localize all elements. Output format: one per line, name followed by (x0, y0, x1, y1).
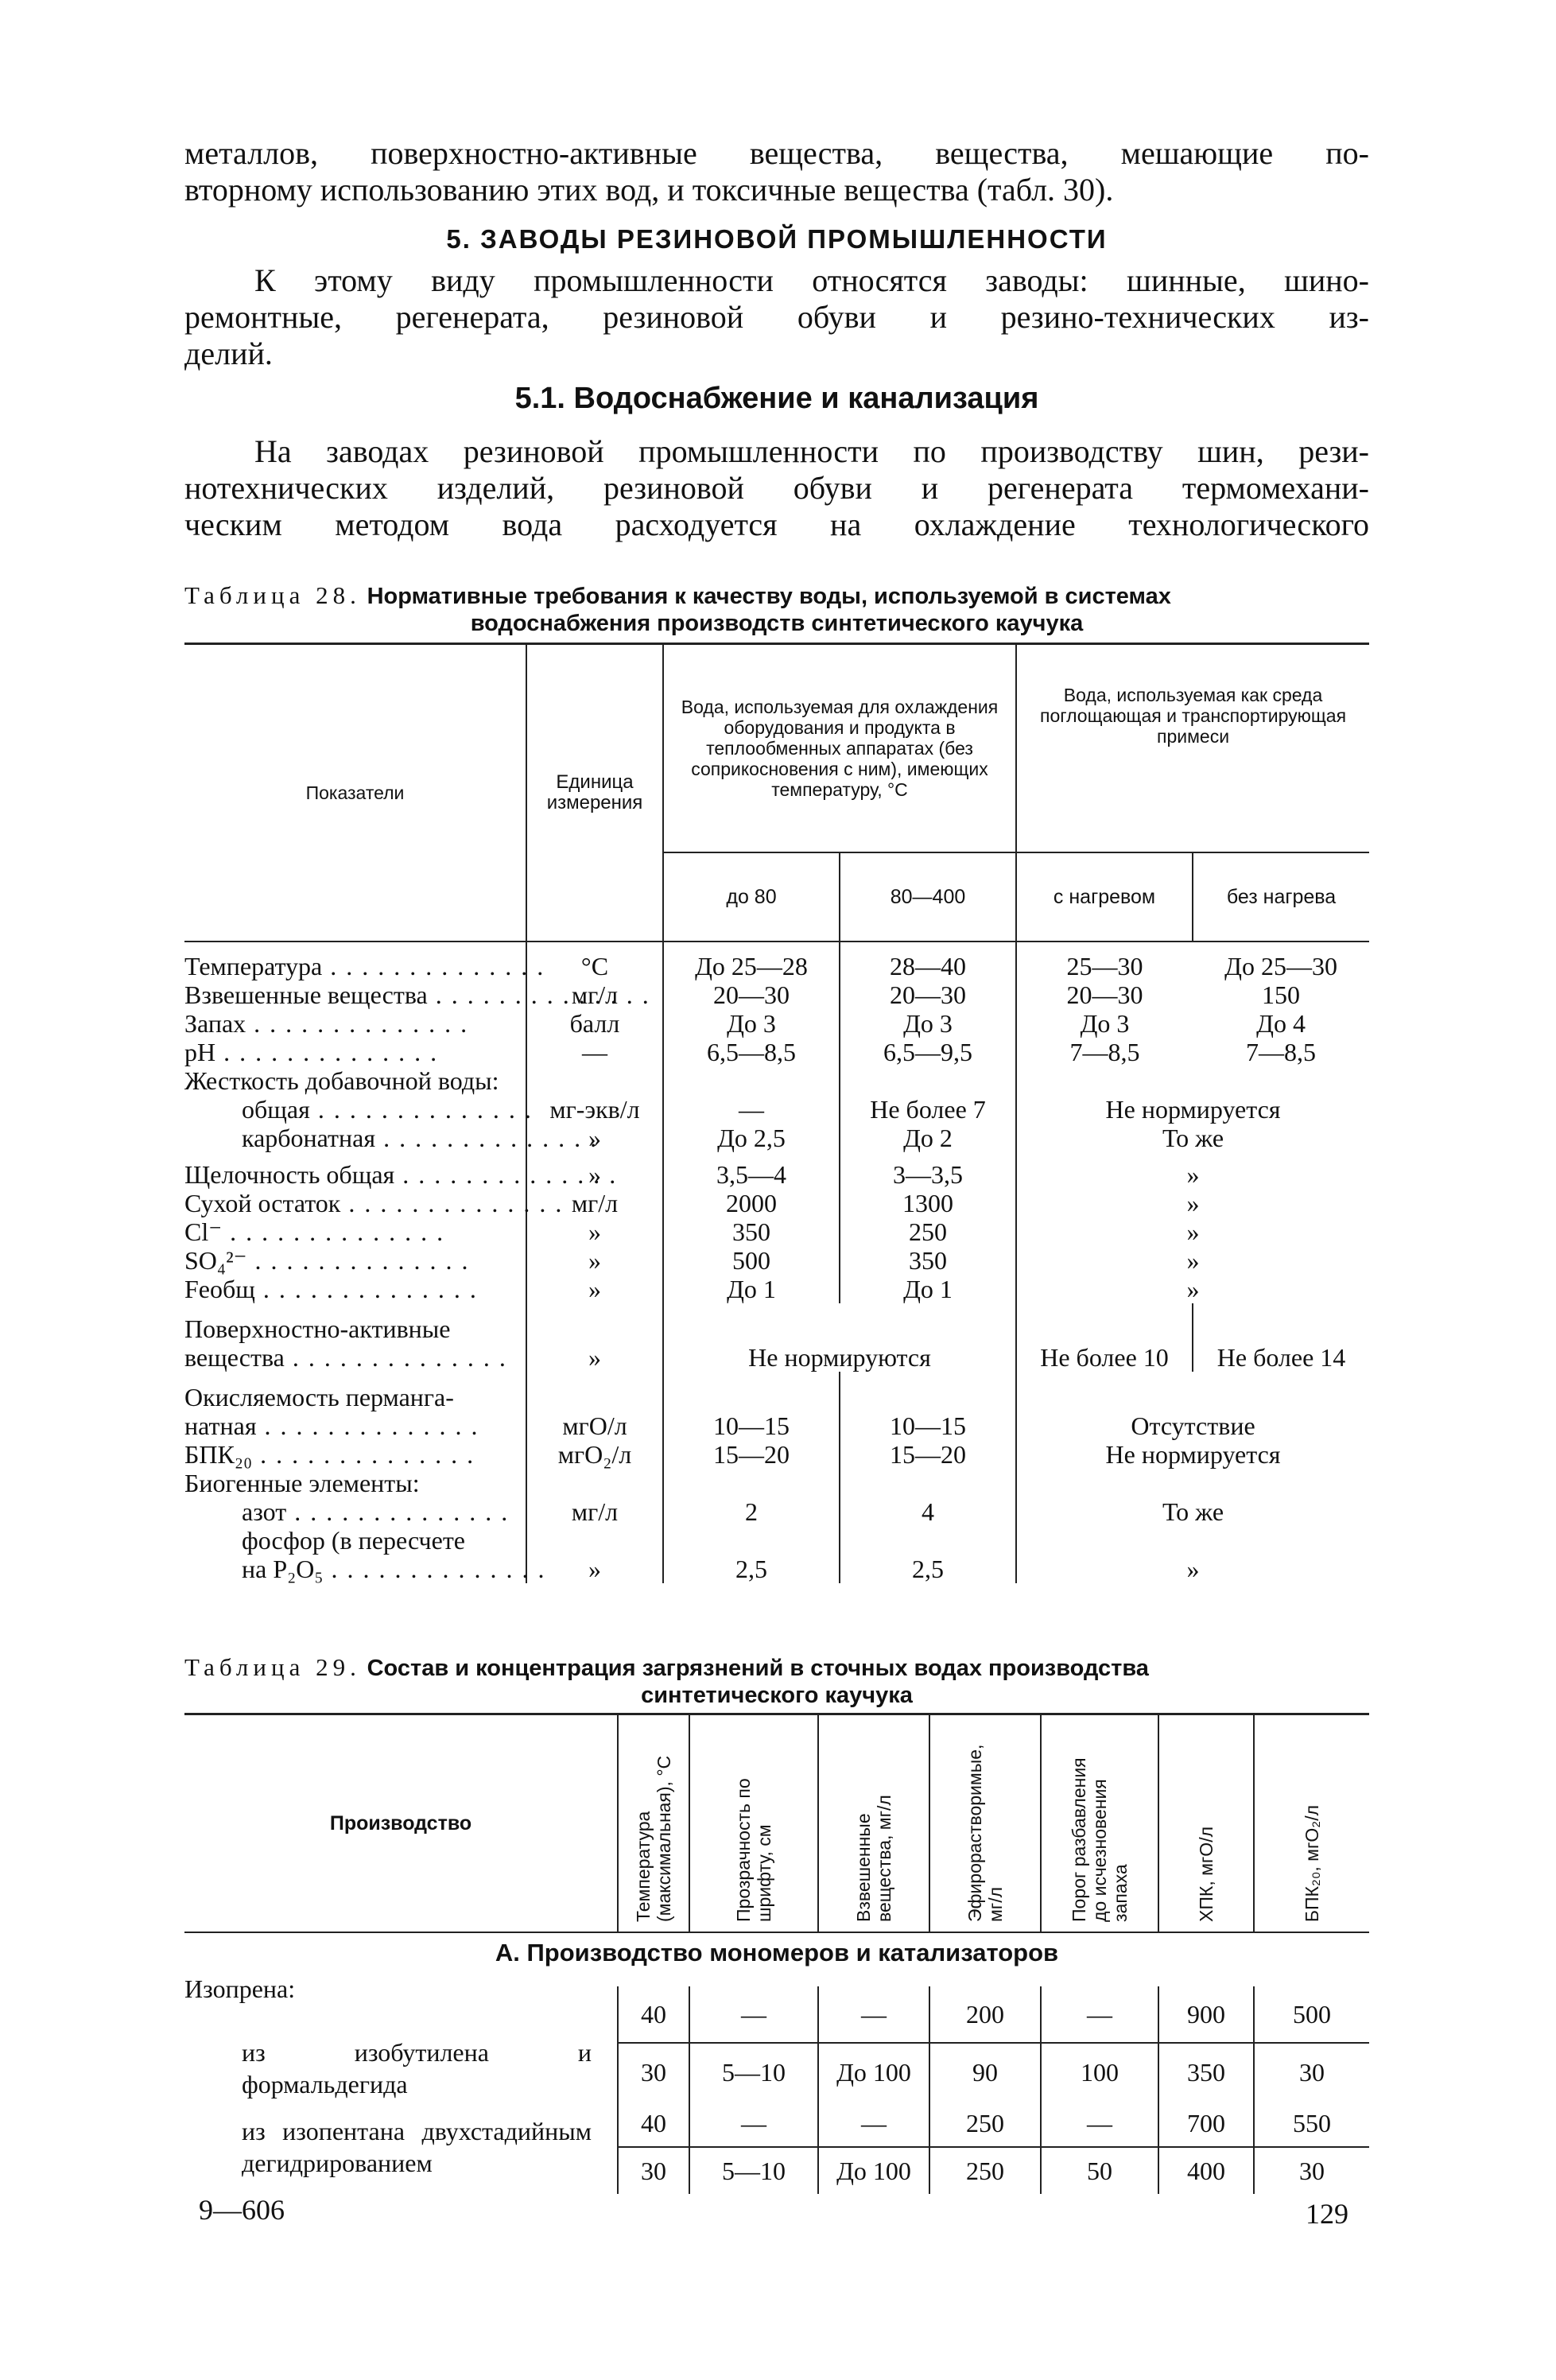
table-row (184, 1095, 1369, 1152)
table-29-title-continued: синтетического каучука (641, 1683, 913, 1708)
table-row (184, 1973, 1369, 1986)
text-line: металлов, поверхностно-активные вещества, вещества, мешающие по- (184, 135, 1369, 171)
table-row (184, 1303, 1369, 1372)
header-production: Производство (184, 1714, 618, 1933)
table-29-title: Состав и концентрация загрязнений в сточных водах производства (367, 1656, 1149, 1681)
cell: 350 (909, 1246, 947, 1275)
group-name: Изопрена: (184, 1974, 296, 2003)
row-name: SO₄²⁻ . . . (184, 1246, 526, 1275)
text-line: ческим методом вода расходуется на охлаждение технологического (184, 507, 1369, 542)
signature-code: 9—606 (199, 2194, 285, 2226)
cell: » (526, 1303, 663, 1372)
cell: До 3 (727, 1009, 776, 1038)
text-line: делий. (184, 336, 273, 371)
cell: 350 (1158, 2043, 1254, 2100)
cell: До 4 (1256, 1009, 1306, 1038)
header-temperature: Температура (максимальная), °С (618, 1714, 689, 1933)
cell: 3—3,5 (893, 1160, 963, 1189)
cell: — (582, 1038, 607, 1066)
cell: мг/л (571, 980, 619, 1009)
text-line: вторному использованию этих вод, и токсичные вещества (табл. 30). (184, 172, 1114, 208)
cell: » (588, 1275, 601, 1303)
cell: » (1186, 1555, 1200, 1583)
cell: 400 (1158, 2147, 1254, 2194)
header-bod: БПК₂₀, мгО₂/л (1254, 1714, 1369, 1933)
header-indicators: Показатели (184, 644, 526, 942)
cell: 6,5—9,5 (883, 1038, 972, 1066)
cell: » (588, 1246, 601, 1275)
cell: 40 (618, 1986, 689, 2044)
cell: 700 (1158, 2100, 1254, 2147)
page-number: 129 (1306, 2198, 1348, 2230)
row-name: БПК₂₀ . . . (184, 1440, 526, 1469)
cell: До 100 (818, 2043, 929, 2100)
cell: 20—30 (713, 980, 790, 1009)
cell: До 2,5 (717, 1124, 786, 1152)
cell: 250 (909, 1217, 947, 1246)
cell: 15—20 (890, 1440, 966, 1469)
cell: °С (580, 952, 609, 980)
cell: 2,5 (912, 1555, 944, 1583)
row-name: Жесткость добавочной воды: (184, 1066, 499, 1095)
section-a-title: А. Производство мономеров и катализаторов (495, 1939, 1059, 1967)
section-paragraph (184, 262, 1369, 372)
cell: То же (1162, 1124, 1224, 1152)
cell: 500 (1254, 1986, 1369, 2044)
header-cooling-water: Вода, используемая для охлаждения оборудования и продукта в теплообменных аппаратах (без соприкосновения с ним), имеющих температуру, °С (663, 644, 1016, 853)
row-name: pH . . . (184, 1038, 526, 1066)
cell: 150 (1262, 980, 1301, 1009)
table-29-label: Таблица 29. (184, 1653, 361, 1681)
row-name: общая . . . (242, 1095, 526, 1124)
table-29-caption (184, 1654, 1369, 1709)
table-row (184, 1152, 1369, 1303)
cell: 500 (732, 1246, 770, 1275)
cell: До 1 (903, 1275, 953, 1303)
row-name: Сухой остаток . . . (184, 1189, 526, 1217)
cell: Не более 10 (1016, 1303, 1193, 1372)
cell: » (1186, 1217, 1200, 1246)
cell: До 3 (903, 1009, 953, 1038)
cell: мг-экв/л (549, 1095, 640, 1124)
cell: — (689, 1986, 818, 2044)
cell: 6,5—8,5 (707, 1038, 796, 1066)
cell: мгО/л (562, 1411, 627, 1440)
cell: До 25—28 (695, 952, 808, 980)
header-cod: ХПК, мгО/л (1158, 1714, 1254, 1933)
row-name: натная . . . (184, 1411, 526, 1440)
cell: 50 (1041, 2147, 1158, 2194)
cell: » (588, 1124, 601, 1152)
row-name: Окисляемость перманга- (184, 1383, 454, 1411)
text-line: ремонтные, регенерата, резиновой обуви и резино-технических из- (184, 299, 1369, 335)
cell: 28—40 (890, 952, 966, 980)
cell: » (1186, 1189, 1200, 1217)
row-name: Щелочность общая . . . (184, 1160, 526, 1189)
cell: 25—30 (1066, 952, 1143, 980)
row-name: из изопентана двухстадийным дегидрированием (242, 2117, 592, 2177)
header-ether-soluble: Эфирорастворимые, мг/л (929, 1714, 1041, 1933)
header-transparency: Прозрачность по шрифту, см (689, 1714, 818, 1933)
row-name: карбонатная . . . (242, 1124, 526, 1152)
cell: До 3 (1080, 1009, 1130, 1038)
cell: 350 (732, 1217, 770, 1246)
cell: 900 (1158, 1986, 1254, 2044)
table-row (184, 1372, 1369, 1583)
cell: 2 (745, 1497, 758, 1526)
cell: Не более 14 (1193, 1303, 1369, 1372)
cell: 3,5—4 (716, 1160, 786, 1189)
cell: 30 (1254, 2043, 1369, 2100)
cell: — (818, 2100, 929, 2147)
cell: 2000 (726, 1189, 777, 1217)
cell: 20—30 (1066, 980, 1143, 1009)
cell: » (1186, 1246, 1200, 1275)
cell: — (689, 2100, 818, 2147)
cell: » (1186, 1160, 1200, 1189)
header-unit: Единица измерения (526, 644, 663, 942)
cell: До 100 (818, 2147, 929, 2194)
cell: Отсутствие (1131, 1411, 1255, 1440)
cell: » (1186, 1275, 1200, 1303)
cell: До 1 (727, 1275, 776, 1303)
cell: 90 (929, 2043, 1041, 2100)
cell: » (588, 1160, 601, 1189)
cell: 30 (1254, 2147, 1369, 2194)
row-name: на P₂O₅ . . . (184, 1555, 526, 1583)
cell: балл (569, 1009, 620, 1038)
subsection-heading: 5.1. Водоснабжение и канализация (514, 382, 1039, 415)
table-28-label: Таблица 28. (184, 581, 361, 609)
cell: — (739, 1095, 764, 1124)
subsection-paragraph (184, 433, 1369, 543)
row-name: Температура . . . (184, 952, 526, 980)
cell: 30 (618, 2043, 689, 2100)
row-name: Запах . . . (184, 1009, 526, 1038)
cell: До 2 (903, 1124, 953, 1152)
table-29 (184, 1713, 1369, 2194)
cell: 5—10 (689, 2147, 818, 2194)
table-28-title-continued: водоснабжения производств синтетического каучука (470, 611, 1084, 636)
header-unheated: без нагрева (1193, 852, 1369, 942)
text-line: нотехнических изделий, резиновой обуви и регенерата термомехани- (184, 470, 1369, 506)
row-name: азот . . . (184, 1497, 526, 1526)
intro-paragraph (184, 135, 1369, 208)
cell: 7—8,5 (1246, 1038, 1317, 1066)
cell: — (818, 1986, 929, 2044)
cell: Не более 7 (870, 1095, 986, 1124)
cell: 100 (1041, 2043, 1158, 2100)
cell: 15—20 (713, 1440, 790, 1469)
section-heading: 5. ЗАВОДЫ РЕЗИНОВОЙ ПРОМЫШЛЕННОСТИ (446, 224, 1108, 254)
cell: 20—30 (890, 980, 966, 1009)
cell: То же (1162, 1497, 1224, 1526)
cell: 4 (922, 1497, 934, 1526)
table-28-caption (184, 582, 1369, 637)
row-name: вещества . . . (184, 1343, 526, 1372)
cell: 10—15 (713, 1411, 790, 1440)
text-line: К этому виду промышленности относятся заводы: шинные, шино- (254, 262, 1369, 298)
cell: 30 (618, 2147, 689, 2194)
header-upto-80: до 80 (663, 852, 840, 942)
row-name: из изобутилена и формальдегида (242, 2038, 592, 2099)
cell: 250 (929, 2100, 1041, 2147)
row-name: Биогенные элементы: (184, 1469, 420, 1497)
cell: 1300 (902, 1189, 953, 1217)
cell: 200 (929, 1986, 1041, 2044)
cell: — (1041, 1986, 1158, 2044)
cell: До 25—30 (1224, 952, 1337, 980)
table-row (184, 942, 1369, 1095)
table-28-title: Нормативные требования к качеству воды, используемой в системах (367, 584, 1171, 609)
header-transport-water: Вода, используемая как среда поглощающая и транспортирующая примеси (1016, 644, 1369, 853)
cell: Не нормируются (663, 1303, 1016, 1372)
row-name: Взвешенные вещества . . . (184, 980, 526, 1009)
table-section-row (184, 1932, 1369, 1973)
cell: мг/л (571, 1189, 619, 1217)
cell: Не нормируется (1105, 1095, 1281, 1124)
header-80-400: 80—400 (840, 852, 1016, 942)
row-name: Поверхностно-активные (184, 1314, 451, 1343)
cell: 250 (929, 2147, 1041, 2194)
header-odor-threshold: Порог разбавления до исчезновения запаха (1041, 1714, 1158, 1933)
row-name: Cl⁻ . . . (184, 1217, 526, 1246)
cell: 7—8,5 (1069, 1038, 1140, 1066)
cell: 5—10 (689, 2043, 818, 2100)
cell: 10—15 (890, 1411, 966, 1440)
cell: 40 (618, 2100, 689, 2147)
cell: » (588, 1217, 601, 1246)
header-heated: с нагревом (1016, 852, 1193, 942)
header-suspended: Взвешенные вещества, мг/л (818, 1714, 929, 1933)
cell: 2,5 (735, 1555, 767, 1583)
text-line: На заводах резиновой промышленности по производству шин, рези- (254, 433, 1369, 469)
cell: — (1041, 2100, 1158, 2147)
cell: » (588, 1555, 601, 1583)
cell: мг/л (571, 1497, 619, 1526)
row-name: фосфор (в пересчете (242, 1526, 465, 1555)
cell: Не нормируется (1105, 1440, 1281, 1469)
cell: мгО₂/л (557, 1440, 632, 1469)
cell: 550 (1254, 2100, 1369, 2147)
table-28 (184, 643, 1369, 1583)
table-row (184, 2100, 1369, 2147)
row-name: Feобщ . . . (184, 1275, 526, 1303)
